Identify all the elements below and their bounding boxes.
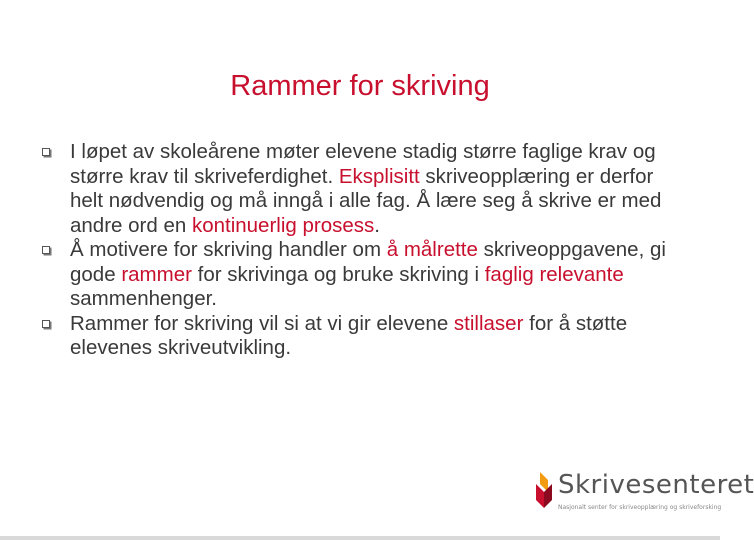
logo-mark-icon xyxy=(534,472,556,512)
bullet-text: skriveoppgavene, gi gode xyxy=(70,238,666,286)
bottom-bar xyxy=(0,536,720,540)
bullet-text: I løpet av skoleårene møter elevene stadig større faglige krav og større krav til skriveferdighet. xyxy=(70,140,656,188)
bullet-item xyxy=(42,140,682,238)
bullet-text: . xyxy=(374,213,380,237)
logo-tagline: Nasjonalt senter for skriveopplæring og skriveforsking xyxy=(558,504,722,511)
bullet-list xyxy=(42,140,682,361)
bullet-item xyxy=(42,238,682,312)
logo-name: Skrivesenteret xyxy=(558,470,754,500)
bullet-text: skriveopplæring er derfor helt nødvendig og må inngå i alle fag. Å lære seg å skrive er med andre ord en xyxy=(70,164,662,237)
highlighted-text: stillaser xyxy=(453,311,524,335)
square-bullet-icon xyxy=(42,320,50,328)
highlighted-text: kontinuerlig prosess xyxy=(191,213,375,237)
bullet-text: for skrivinga og bruke skriving i xyxy=(191,262,485,286)
square-bullet-icon xyxy=(42,148,50,156)
square-bullet-icon xyxy=(42,246,50,254)
highlighted-text: rammer xyxy=(121,262,192,286)
bullet-text: sammenhenger. xyxy=(70,287,218,310)
slide-title: Rammer for skriving xyxy=(230,70,490,102)
bullet-text: Rammer for skriving vil si at vi gir elevene xyxy=(70,311,454,335)
highlighted-text: faglig relevante xyxy=(484,262,624,286)
bullet-text: Å motivere for skriving handler om xyxy=(70,238,387,261)
highlighted-text: Eksplisitt xyxy=(338,164,420,188)
highlighted-text: å målrette xyxy=(386,238,478,261)
bullet-item xyxy=(42,312,682,361)
bullet-text: for å støtte elevenes skriveutvikling. xyxy=(70,311,628,359)
skrivesenteret-logo xyxy=(534,468,754,528)
